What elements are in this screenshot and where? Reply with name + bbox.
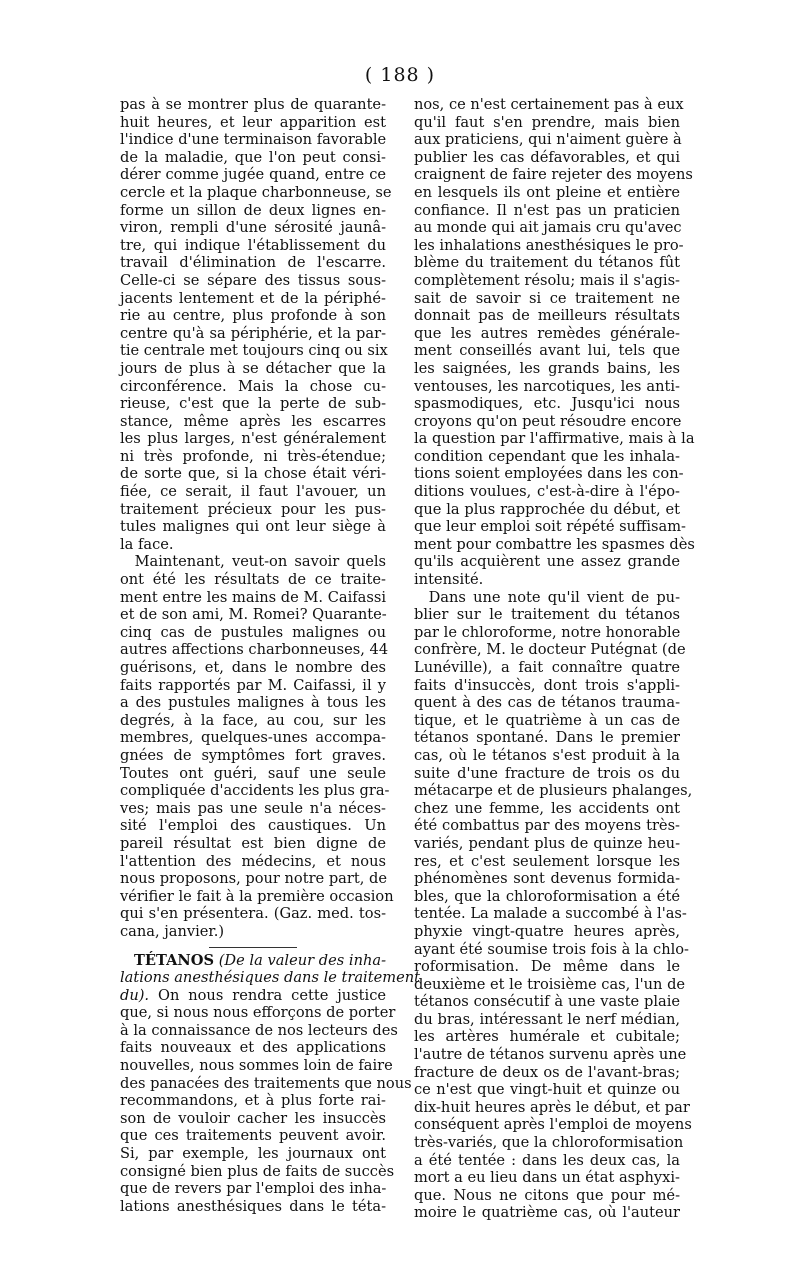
text-line: qu'ils acquièrent une assez grande xyxy=(414,553,680,571)
text-line: cercle et la plaque charbonneuse, se xyxy=(120,183,392,201)
text-line: tre, qui indique l'établissement du xyxy=(120,236,386,254)
text-line: l'autre de tétanos survenu après une xyxy=(414,1046,687,1064)
text-line: traitement précieux pour les pus- xyxy=(120,500,386,518)
section-heading-line-3 xyxy=(120,987,386,1005)
text-line: en lesquels ils ont pleine et entière xyxy=(414,183,680,201)
text-line: ment entre les mains de M. Caifassi xyxy=(120,588,386,606)
text-line: les plus larges, n'est généralement xyxy=(120,430,386,448)
text-line: lations anesthésiques dans le téta- xyxy=(120,1197,386,1215)
text-line: membres, quelques-unes accompa- xyxy=(120,729,386,747)
text-line: moire le quatrième cas, où l'auteur xyxy=(414,1204,680,1222)
text-line: donnait pas de meilleurs résultats xyxy=(414,307,680,325)
text-line: que, si nous nous efforçons de porter xyxy=(120,1004,396,1022)
text-line: dérer comme jugée quand, entre ce xyxy=(120,166,386,184)
section-subtitle-part1: (De la valeur des inha- xyxy=(218,951,387,969)
text-line: pas à se montrer plus de quarante- xyxy=(120,96,386,113)
text-line: qui s'en présentera. (Gaz. med. tos- xyxy=(120,905,386,923)
text-line: forme un sillon de deux lignes en- xyxy=(120,201,386,219)
text-line: mort a eu lieu dans un état asphyxi- xyxy=(414,1169,680,1187)
text-line: viron, rempli d'une sérosité jaunâ- xyxy=(120,219,386,237)
text-line: deuxième et le troisième cas, l'un de xyxy=(414,975,686,993)
text-line: jours de plus à se détacher que la xyxy=(120,359,386,377)
text-line: tions soient employées dans les con- xyxy=(414,465,684,483)
text-line: des panacées des traitements que nous xyxy=(120,1074,412,1092)
text-line: travail d'élimination de l'escarre. xyxy=(120,254,386,272)
text-line: conséquent après l'emploi de moyens xyxy=(414,1116,692,1134)
page-number: ( 188 ) xyxy=(364,64,436,86)
text-line: de sorte que, si la chose était véri- xyxy=(120,465,386,483)
text-line: aux praticiens, qui n'aiment guère à xyxy=(414,131,682,149)
text-line: Si, par exemple, les journaux ont xyxy=(120,1145,386,1163)
text-line: guérisons, et, dans le nombre des xyxy=(120,659,386,676)
text-line: quent à des cas de tétanos trauma- xyxy=(414,694,680,712)
text-line: les inhalations anesthésiques le pro- xyxy=(414,236,684,254)
text-line: craignent de faire rejeter des moyens xyxy=(414,166,693,184)
text-line: fracture de deux os de l'avant-bras; xyxy=(414,1063,680,1081)
text-line: blème du traitement du tétanos fût xyxy=(414,254,680,272)
paragraph-pustules-end xyxy=(120,96,392,553)
text-line: Celle-ci se sépare des tissus sous- xyxy=(120,271,386,289)
text-line: très-variés, que la chloroformisation xyxy=(414,1134,684,1152)
text-line: son de vouloir cacher les insuccès xyxy=(120,1109,386,1127)
text-line: complètement résolu; mais il s'agis- xyxy=(414,271,680,289)
text-line: recommandons, et à plus forte rai- xyxy=(120,1092,386,1110)
text-line: ventouses, les narcotiques, les anti- xyxy=(414,377,680,395)
text-line: nous proposons, pour notre part, de xyxy=(120,870,387,888)
text-line: les artères humérale et cubitale; xyxy=(414,1028,680,1046)
text-line: ditions voulues, c'est-à-dire à l'épo- xyxy=(414,483,680,501)
text-line: qu'il faut s'en prendre, mais bien xyxy=(414,113,680,131)
text-line: variés, pendant plus de quinze heu- xyxy=(414,834,680,852)
section-title-tetanos: TÉTANOS xyxy=(134,951,215,969)
text-line: à la connaissance de nos lecteurs des xyxy=(120,1021,398,1039)
text-line: dix-huit heures après le début, et par xyxy=(414,1098,690,1116)
text-line: rie au centre, plus profonde à son xyxy=(120,307,386,325)
text-line: compliquée d'accidents les plus gra- xyxy=(120,782,390,800)
paragraph-anesthesia-discussion xyxy=(414,96,695,589)
text-line: la question par l'affirmative, mais à la xyxy=(414,430,695,448)
text-line: huit heures, et leur apparition est xyxy=(120,113,386,131)
text-line: sité l'emploi des caustiques. Un xyxy=(120,817,386,835)
text-line: Maintenant, veut-on savoir quels xyxy=(120,553,386,571)
text-line: et de son ami, M. Romei? Quarante- xyxy=(120,606,387,624)
text-line: res, et c'est seulement lorsque les xyxy=(414,852,680,870)
text-line: ayant été soumise trois fois à la chlo- xyxy=(414,940,689,958)
text-line: faits d'insuccès, dont trois s'appli- xyxy=(414,676,680,694)
text-line: tétanos consécutif à une vaste plaie xyxy=(414,993,680,1011)
text-line: suite d'une fracture de trois os du xyxy=(414,764,680,782)
text-line: autres affections charbonneuses, 44 xyxy=(120,641,389,659)
text-line: cas, où le tétanos s'est produit à la xyxy=(414,746,680,764)
text-line: Dans une note qu'il vient de pu- xyxy=(414,588,680,606)
text-line: chez une femme, les accidents ont xyxy=(414,799,680,817)
text-line: Toutes ont guéri, sauf une seule xyxy=(120,764,386,782)
text-line: spasmodiques, etc. Jusqu'ici nous xyxy=(414,395,680,413)
text-line: ment pour combattre les spasmes dès xyxy=(414,535,695,553)
text-line: que les autres remèdes générale- xyxy=(414,324,680,342)
text-line: stance, même après les escarres xyxy=(120,412,386,430)
left-column xyxy=(120,96,420,1215)
text-line: que la plus rapprochée du début, et xyxy=(414,500,680,518)
text-line: a des pustules malignes à tous les xyxy=(120,694,386,712)
text-line: blier sur le traitement du tétanos xyxy=(414,606,680,624)
text-line: nouvelles, nous sommes loin de faire xyxy=(120,1057,393,1075)
text-line: phénomènes sont devenus formida- xyxy=(414,870,680,888)
text-line: phyxie vingt-quatre heures après, xyxy=(414,922,680,940)
text-line: centre qu'à sa périphérie, et la par- xyxy=(120,324,386,342)
text-line: consigné bien plus de faits de succès xyxy=(120,1162,395,1180)
text-line: jacents lentement et de la périphé- xyxy=(120,289,386,307)
text-line: nos, ce n'est certainement pas à eux xyxy=(414,96,684,113)
text-line: la face. xyxy=(120,535,174,553)
text-line: cinq cas de pustules malignes ou xyxy=(120,623,386,641)
section-divider xyxy=(209,947,297,948)
section-heading-line xyxy=(120,952,386,970)
text-line: gnées de symptômes fort graves. xyxy=(120,746,386,764)
text-line: ce n'est que vingt-huit et quinze ou xyxy=(414,1081,680,1099)
text-line: faits rapportés par M. Caifassi, il y xyxy=(120,676,386,694)
text-line: tétanos spontané. Dans le premier xyxy=(414,729,680,747)
text-line: intensité. xyxy=(414,571,484,589)
text-line: que ces traitements peuvent avoir. xyxy=(120,1127,386,1145)
text-line: que leur emploi soit répété suffisam- xyxy=(414,518,686,536)
text-line: ment conseillés avant lui, tels que xyxy=(414,342,680,360)
text-line: vérifier le fait à la première occasion xyxy=(120,887,394,905)
text-line: ni très profonde, ni très-étendue; xyxy=(120,447,386,465)
text-line: tentée. La malade a succombé à l'as- xyxy=(414,905,687,923)
text-line: rieuse, c'est que la perte de sub- xyxy=(120,395,386,413)
text-line: par le chloroforme, notre honorable xyxy=(414,623,681,641)
paragraph-tetanos-intro xyxy=(120,1004,412,1215)
section-subtitle-part2: lations anesthésiques dans le traitement xyxy=(120,969,420,987)
text-line: bles, que la chloroformisation a été xyxy=(414,887,680,905)
text-line: tie centrale met toujours cinq ou six xyxy=(120,342,388,360)
text-line: a été tentée : dans les deux cas, la xyxy=(414,1151,680,1169)
text-line: de la maladie, que l'on peut consi- xyxy=(120,148,386,166)
text-line: sait de savoir si ce traitement ne xyxy=(414,289,680,307)
text-line: métacarpe et de plusieurs phalanges, xyxy=(414,782,693,800)
text-line: ont été les résultats de ce traite- xyxy=(120,571,386,589)
paragraph-caifassi-results xyxy=(120,553,394,940)
text-line: ves; mais pas une seule n'a néces- xyxy=(120,799,386,817)
text-line: les saignées, les grands bains, les xyxy=(414,359,680,377)
text-line: été combattus par des moyens très- xyxy=(414,817,680,835)
text-line: l'indice d'une terminaison favorable xyxy=(120,131,387,149)
section-subtitle-part3: du). xyxy=(120,986,150,1004)
text-line: croyons qu'on peut résoudre encore xyxy=(414,412,682,430)
text-line: pareil résultat est bien digne de xyxy=(120,834,386,852)
text-line: du bras, intéressant le nerf médian, xyxy=(414,1010,680,1028)
text-line: condition cependant que les inhala- xyxy=(414,447,680,465)
text-line: publier les cas défavorables, et qui xyxy=(414,148,680,166)
right-column xyxy=(414,96,695,1222)
text-line: roformisation. De même dans le xyxy=(414,958,680,976)
text-line: cana, janvier.) xyxy=(120,922,225,940)
text-line: que de revers par l'emploi des inha- xyxy=(120,1180,387,1198)
text-line: tique, et le quatrième à un cas de xyxy=(414,711,680,729)
text-line: tules malignes qui ont leur siège à xyxy=(120,518,386,536)
section-intro-text: On nous rendra cette justice xyxy=(149,986,386,1004)
paragraph-putegnat-note xyxy=(414,588,693,1222)
text-line: Lunéville), a fait connaître quatre xyxy=(414,659,680,676)
text-line: l'attention des médecins, et nous xyxy=(120,852,386,870)
text-line: faits nouveaux et des applications xyxy=(120,1039,386,1057)
text-line: que. Nous ne citons que pour mé- xyxy=(414,1186,680,1204)
text-line: degrés, à la face, au cou, sur les xyxy=(120,711,386,729)
text-line: confiance. Il n'est pas un praticien xyxy=(414,201,680,219)
text-line: fiée, ce serait, il faut l'avouer, un xyxy=(120,483,386,501)
text-line: circonférence. Mais la chose cu- xyxy=(120,377,386,395)
text-line: confrère, M. le docteur Putégnat (de xyxy=(414,641,686,659)
text-line: au monde qui ait jamais cru qu'avec xyxy=(414,219,682,237)
